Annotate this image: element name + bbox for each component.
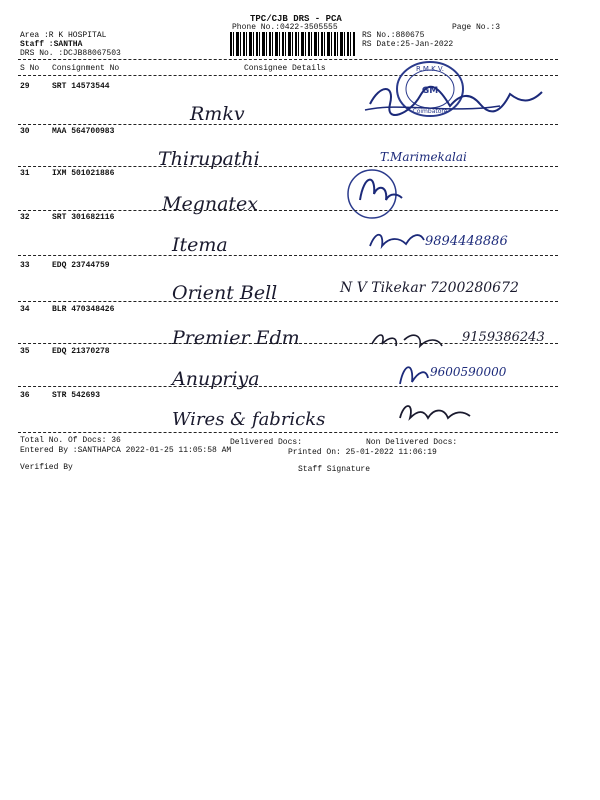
total-docs: Total No. Of Docs: 36 [20, 436, 121, 445]
row-divider [18, 301, 558, 302]
receiver-stamp-and-signature [342, 164, 412, 224]
row-sno: 33 [20, 261, 30, 270]
divider [18, 59, 558, 60]
row-sno: 32 [20, 213, 30, 222]
rs-number: RS No.:880675 [362, 31, 425, 40]
area-label: Area :R K HOSPITAL [20, 31, 107, 40]
verified-by: Verified By [20, 463, 73, 472]
row-divider [18, 432, 558, 433]
phone-number: Phone No.:0422-3505555 [232, 23, 338, 32]
row-consignment: EDQ 23744759 [52, 261, 110, 270]
row-consignment: EDQ 21370278 [52, 347, 110, 356]
row-consignee-handwritten: Orient Bell [172, 282, 278, 304]
receiver-signature: N V Tikekar 7200280672 [340, 280, 519, 296]
signature-scribble [366, 224, 428, 254]
row-divider [18, 166, 558, 167]
row-consignment: SRT 301682116 [52, 213, 115, 222]
row-consignment: BLR 470348426 [52, 305, 115, 314]
signature-scribble [394, 396, 474, 428]
receiver-phone: 9600590000 [430, 365, 507, 379]
row-consignment: IXM 501021886 [52, 169, 115, 178]
row-sno: 34 [20, 305, 30, 314]
non-delivered-docs: Non Delivered Docs: [366, 438, 458, 447]
svg-text:R.M.K.V.: R.M.K.V. [415, 65, 445, 73]
row-divider [18, 210, 558, 211]
row-consignee-handwritten: Premier Edm [172, 327, 300, 349]
signature-scribble [368, 326, 458, 356]
document-title: TPC/CJB DRS - PCA [250, 14, 342, 24]
row-divider [18, 124, 558, 125]
page-number: Page No.:3 [452, 23, 501, 32]
entered-by: Entered By :SANTHAPCA 2022-01-25 11:05:58 AM [20, 446, 232, 455]
row-divider [18, 386, 558, 387]
printed-on: Printed On: 25-01-2022 11:06:19 [288, 448, 437, 457]
row-consignment: SRT 14573544 [52, 82, 110, 91]
row-consignee-handwritten: Megnatex [162, 193, 259, 215]
receiver-phone: 9894448886 [425, 234, 508, 249]
row-consignment: STR 542693 [52, 391, 101, 400]
rs-date: RS Date:25-Jan-2022 [362, 40, 454, 49]
row-consignee-handwritten: Thirupathi [158, 148, 260, 170]
column-header-consignment: Consignment No [52, 64, 120, 73]
row-sno: 36 [20, 391, 30, 400]
barcode-image [230, 32, 355, 56]
signature-scribble [360, 74, 550, 124]
staff-signature: Staff Signature [298, 465, 371, 474]
row-sno: 30 [20, 127, 30, 136]
svg-text:GM: GM [421, 86, 439, 96]
row-consignee-handwritten: Wires & fabricks [172, 409, 326, 430]
receiver-signature: T.Marimekalai [380, 150, 467, 164]
receiver-phone: 9159386243 [462, 330, 545, 345]
delivered-docs: Delivered Docs: [230, 438, 303, 447]
svg-text:Coimbatore: Coimbatore [412, 108, 448, 115]
row-sno: 35 [20, 347, 30, 356]
row-divider [18, 343, 558, 344]
row-divider [18, 255, 558, 256]
row-consignee-handwritten: Anupriya [172, 368, 260, 390]
row-consignee-handwritten: Rmkv [190, 103, 245, 125]
row-consignment: MAA 564700983 [52, 127, 115, 136]
column-header-sno: S No [20, 64, 40, 73]
staff-label: Staff :SANTHA [20, 40, 83, 49]
drs-number: DRS No. :DCJB88067503 [20, 49, 121, 58]
column-header-consignee: Consignee Details [244, 64, 326, 73]
row-sno: 31 [20, 169, 30, 178]
row-consignee-handwritten: Itema [172, 234, 228, 256]
row-sno: 29 [20, 82, 30, 91]
